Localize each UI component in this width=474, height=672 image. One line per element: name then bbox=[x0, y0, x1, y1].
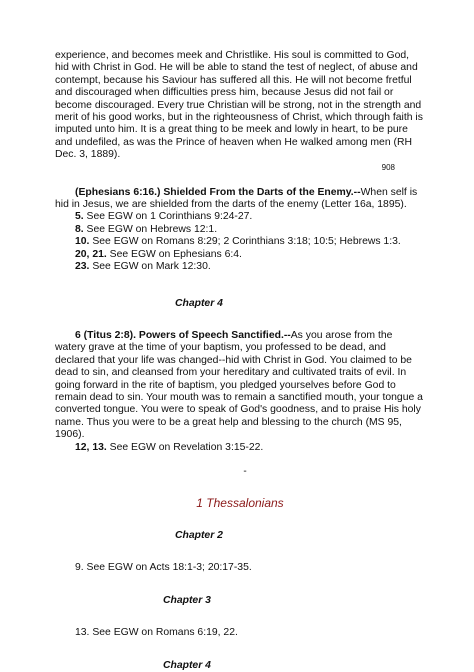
titus-text: As you arose from the watery grave at the time of your baptism, you professed to be dead, and declared that your life was changed--hid with Christ in God. You claimed to be dead to sin, and cleansed from your hereditary and cultivated traits of evil. In going forward in the rite of baptism, you pledged yourselves before God to remain dead to sin. Your mouth was to remain a sanctified mouth, your tongue a converted tongue. You were to speak of God's goodness, and to praise His holy name. Thus you were to be a great help and blessing to the church (MS 95, 1906). bbox=[55, 329, 423, 441]
paragraph-continuation: experience, and becomes meek and Christlike. His soul is committed to God, hid with Christ in God. He will be able to stand the test of neglect, of abuse and contempt, because his Saviour has suffered all this. He will not become fretful and discouraged when difficulties press him, because Jesus did not fail or become discouraged. Every true Christian will be strong, not in the strength and merit of his good works, but in the righteousness of Christ, which through faith is imputed unto him. It is a great thing to be meek and lowly in heart, to be pure and undefiled, as was the Prince of heaven when He walked among men (RH Dec. 3, 1889). bbox=[55, 50, 423, 161]
reference-item: 13. See EGW on Romans 6:19, 22. bbox=[75, 627, 238, 639]
reference-item: 10. See EGW on Romans 8:29; 2 Corinthians 3:18; 10:5; Hebrews 1:3. bbox=[75, 236, 401, 248]
ephesians-text: When self is hid in Jesus, we are shielded from the darts of the enemy (Letter 16a, 1895). bbox=[55, 186, 418, 211]
section-divider: - bbox=[243, 465, 247, 477]
chapter-heading: Chapter 2 bbox=[175, 529, 223, 541]
reference-item: 5. See EGW on 1 Corinthians 9:24-27. bbox=[75, 211, 253, 223]
paragraph-ephesians bbox=[55, 187, 425, 212]
ephesians-heading: (Ephesians 6:16.) Shielded From the Darts of the Enemy.-- bbox=[75, 186, 361, 198]
reference-item: 23. See EGW on Mark 12:30. bbox=[75, 261, 211, 273]
document-page bbox=[55, 50, 425, 672]
reference-item: 12, 13. See EGW on Revelation 3:15-22. bbox=[75, 441, 264, 453]
book-title: 1 Thessalonians bbox=[196, 495, 284, 510]
paragraph-titus bbox=[55, 330, 425, 442]
titus-heading: 6 (Titus 2:8). Powers of Speech Sanctified.-- bbox=[75, 329, 291, 341]
chapter-heading: Chapter 4 bbox=[163, 659, 211, 671]
reference-item: 9. See EGW on Acts 18:1-3; 20:17-35. bbox=[75, 562, 252, 574]
reference-item: 20, 21. See EGW on Ephesians 6:4. bbox=[75, 248, 242, 260]
page-number: 908 bbox=[381, 162, 395, 172]
chapter-heading: Chapter 3 bbox=[163, 594, 211, 606]
chapter-heading: Chapter 4 bbox=[175, 297, 223, 309]
reference-item: 8. See EGW on Hebrews 12:1. bbox=[75, 223, 218, 235]
